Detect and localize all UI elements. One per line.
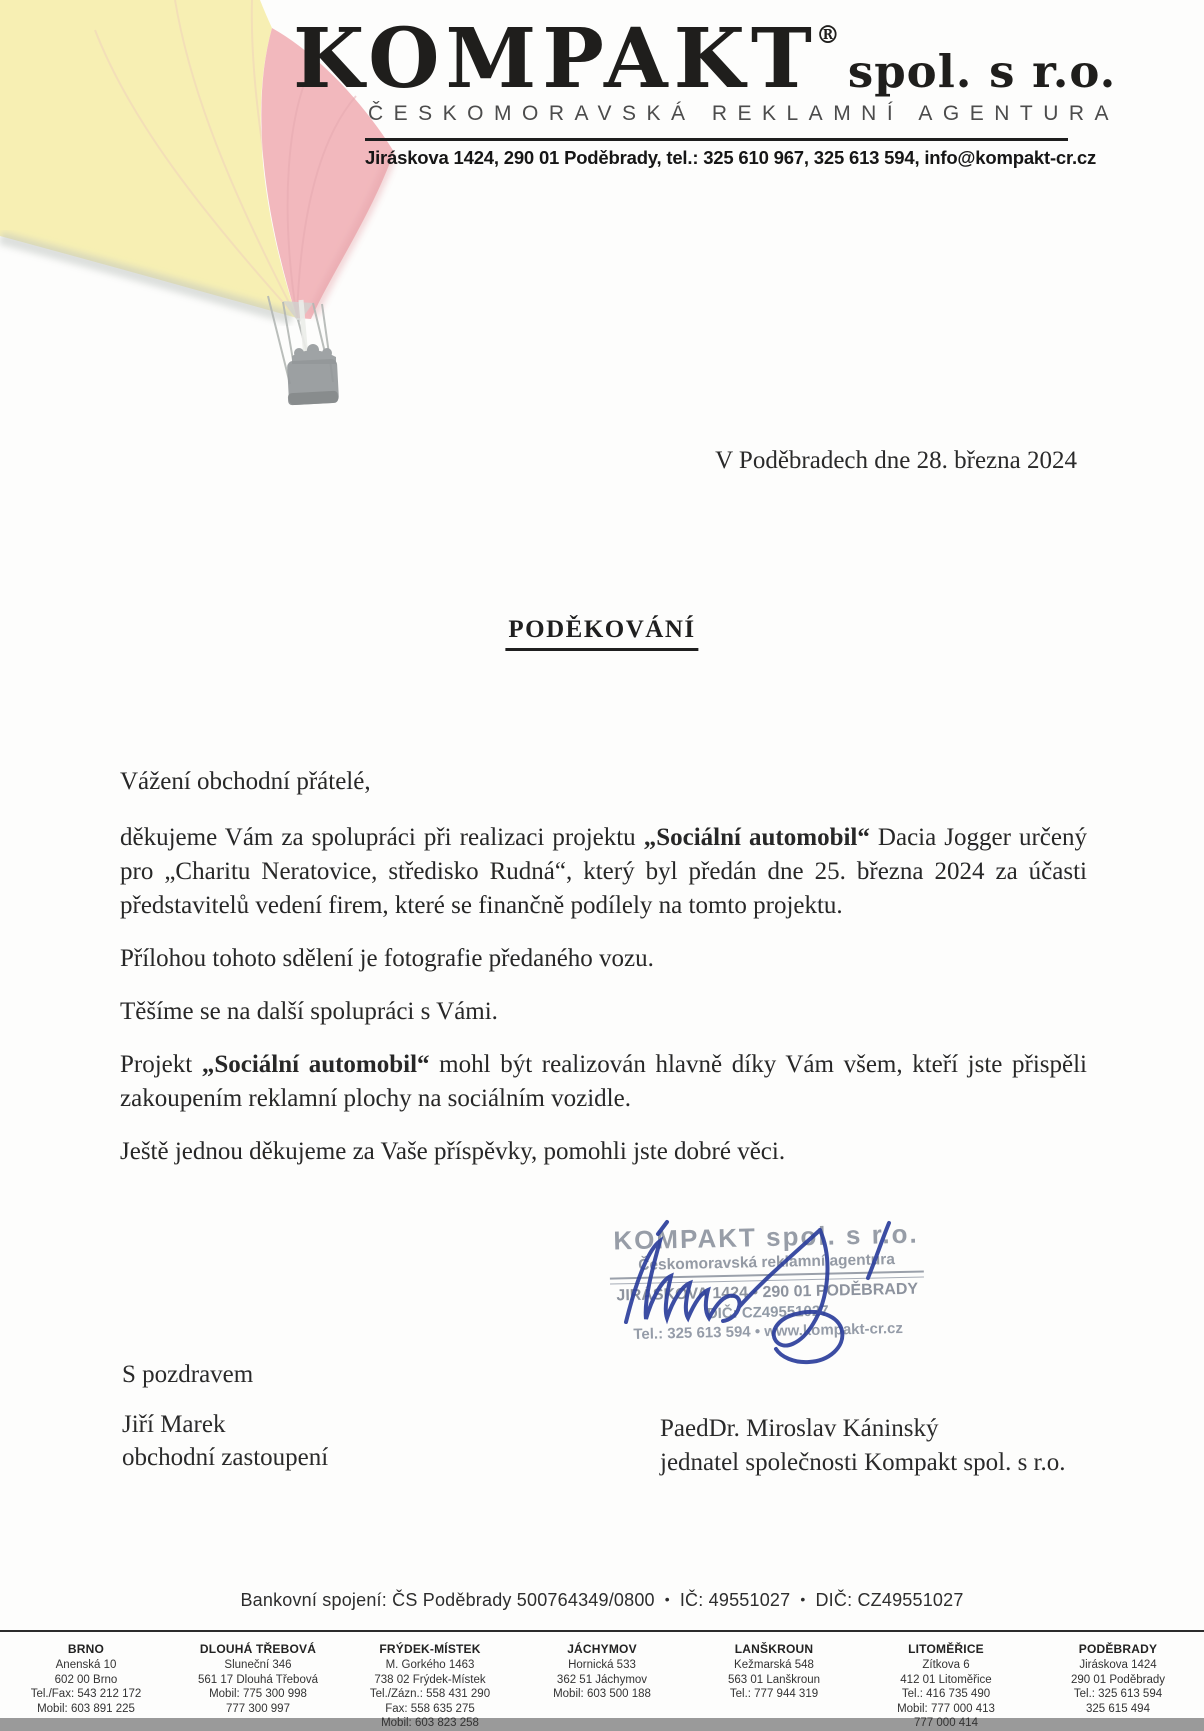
paragraph-4-pre: Projekt xyxy=(120,1051,202,1078)
office-column xyxy=(688,1642,860,1731)
stamp-company-name: KOMPAKT spol. s r.o. xyxy=(613,1218,919,1256)
paragraph-1-pre: děkujeme Vám za spolupráci při realizaci projektu xyxy=(120,824,644,851)
office-city: PODĚBRADY xyxy=(1078,1642,1158,1656)
office-line: Tel.: 777 944 319 xyxy=(729,1688,819,1700)
logo-suffix: spol. s r.o. xyxy=(847,45,1117,98)
bullet-separator: • xyxy=(664,1591,670,1607)
office-column xyxy=(172,1642,344,1731)
office-city: DLOUHÁ TŘEBOVÁ xyxy=(199,1642,317,1656)
office-line: Anenská 10 xyxy=(55,1659,117,1671)
office-line: Tel./Zázn.: 558 431 290 xyxy=(369,1688,491,1700)
office-line: Tel.: 416 735 490 xyxy=(901,1688,991,1700)
office-line: Hornická 533 xyxy=(568,1659,636,1671)
office-column xyxy=(516,1642,688,1731)
office-line: Mobil: 775 300 998 xyxy=(209,1688,307,1700)
signer-name: PaedDr. Miroslav Káninský xyxy=(660,1415,939,1442)
stamp-subtitle: Českomoravská reklamní agentura xyxy=(638,1251,896,1274)
logo-wordmark: KOMPAKT xyxy=(293,11,818,107)
paragraph-1 xyxy=(120,821,1087,923)
office-line: 325 615 494 xyxy=(1086,1702,1150,1715)
office-line: 412 01 Litoměřice xyxy=(900,1673,992,1686)
office-line: 290 01 Poděbrady xyxy=(1071,1673,1165,1686)
bullet-separator: • xyxy=(800,1591,806,1607)
office-line: 561 17 Dlouhá Třebová xyxy=(198,1673,318,1686)
office-column xyxy=(860,1642,1032,1731)
office-line: 777 300 997 xyxy=(226,1702,290,1715)
paragraph-4-post: mohl být realizován hlavně díky Vám všem, kteří jste přispěli zakoupením reklamní plochy na sociálním vozidle. xyxy=(120,1051,1087,1112)
office-line: Fax: 558 635 275 xyxy=(385,1702,475,1715)
closing-greeting: S pozdravem xyxy=(122,1361,254,1388)
signature-icon xyxy=(588,1218,918,1368)
office-line: Mobil: 603 891 225 xyxy=(37,1702,135,1715)
signer-block xyxy=(660,1412,1066,1480)
company-dic: DIČ: CZ49551027 xyxy=(815,1590,964,1610)
dateline: V Poděbradech dne 28. března 2024 xyxy=(715,447,1077,474)
office-line: 362 51 Jáchymov xyxy=(556,1673,648,1686)
office-city: FRÝDEK-MÍSTEK xyxy=(379,1642,481,1656)
office-column xyxy=(1032,1642,1204,1731)
project-name-bold: „Sociální automobil“ xyxy=(201,1051,430,1078)
office-city: LANŠKROUN xyxy=(734,1642,814,1656)
office-line: Mobil: 603 500 188 xyxy=(553,1688,651,1700)
stamp-dic: DIČ: CZ49551027 xyxy=(706,1302,829,1323)
letter-title: PODĚKOVÁNÍ xyxy=(505,616,698,651)
office-city: LITOMĚŘICE xyxy=(908,1642,984,1656)
paragraph-3: Těšíme se na další spolupráci s Vámi. xyxy=(120,998,498,1025)
signer-role: jednatel společnosti Kompakt spol. s r.o. xyxy=(660,1449,1066,1476)
office-line: 563 01 Lanškroun xyxy=(727,1673,821,1686)
office-line: Tel.: 325 613 594 xyxy=(1073,1688,1163,1700)
office-city: BRNO xyxy=(67,1642,105,1656)
footer-divider xyxy=(0,1630,1204,1632)
office-line: Zítkova 6 xyxy=(922,1659,970,1671)
office-column xyxy=(0,1642,172,1731)
stamp-address: JIRÁSKOVA 1424 • 290 01 PODĚBRADY xyxy=(616,1280,919,1305)
project-name-bold: „Sociální automobil“ xyxy=(643,824,870,851)
paragraph-2: Přílohou tohoto sdělení je fotografie předaného vozu. xyxy=(120,945,654,972)
sender-name: Jiří Marek xyxy=(122,1411,226,1438)
office-line: Mobil: 777 000 413 xyxy=(897,1702,995,1715)
company-subtitle: ČESKOMORAVSKÁ REKLAMNÍ AGENTURA xyxy=(368,102,1120,125)
company-ic: IČ: 49551027 xyxy=(679,1590,791,1610)
sender-role: obchodní zastoupení xyxy=(122,1444,329,1471)
bank-connection: Bankovní spojení: ČS Poděbrady 500764349/0800 xyxy=(240,1590,655,1610)
paragraph-4 xyxy=(120,1048,1087,1116)
office-city: JÁCHYMOV xyxy=(567,1642,637,1656)
header-divider xyxy=(365,138,1068,141)
office-line: 777 000 414 xyxy=(914,1717,978,1729)
registered-trademark-icon: ® xyxy=(815,20,840,49)
stamp-contact: Tel.: 325 613 594 • www.kompakt-cr.cz xyxy=(633,1319,904,1344)
salutation: Vážení obchodní přátelé, xyxy=(120,768,371,795)
office-line: Sluneční 346 xyxy=(224,1659,292,1671)
office-column xyxy=(344,1642,516,1731)
company-address-line: Jiráskova 1424, 290 01 Poděbrady, tel.: 325 610 967, 325 613 594, info@kompakt-cr.cz xyxy=(365,147,1097,168)
bank-details-line xyxy=(0,1590,1204,1611)
closing-block xyxy=(122,1358,328,1474)
office-line: Jiráskova 1424 xyxy=(1079,1659,1157,1671)
footer-offices xyxy=(0,1642,1204,1731)
office-line: 738 02 Frýdek-Místek xyxy=(374,1673,486,1686)
paragraph-1-post: Dacia Jogger určený pro „Charitu Neratovice, středisko Rudná“, který byl předán dne 25. března 2024 za účasti představitelů vedení firem, které se finančně podílely na tomto projektu. xyxy=(120,824,1087,919)
office-line: 602 00 Brno xyxy=(54,1673,118,1686)
office-line: Mobil: 603 823 258 xyxy=(381,1717,479,1729)
paragraph-5: Ještě jednou děkujeme za Vaše příspěvky, pomohli jste dobré věci. xyxy=(120,1138,786,1165)
office-line: Kežmarská 548 xyxy=(734,1659,814,1671)
company-logo xyxy=(293,11,1117,107)
office-line: M. Gorkého 1463 xyxy=(385,1659,475,1671)
letter-body xyxy=(120,765,1087,1188)
office-line: Tel./Fax: 543 212 172 xyxy=(30,1688,142,1700)
